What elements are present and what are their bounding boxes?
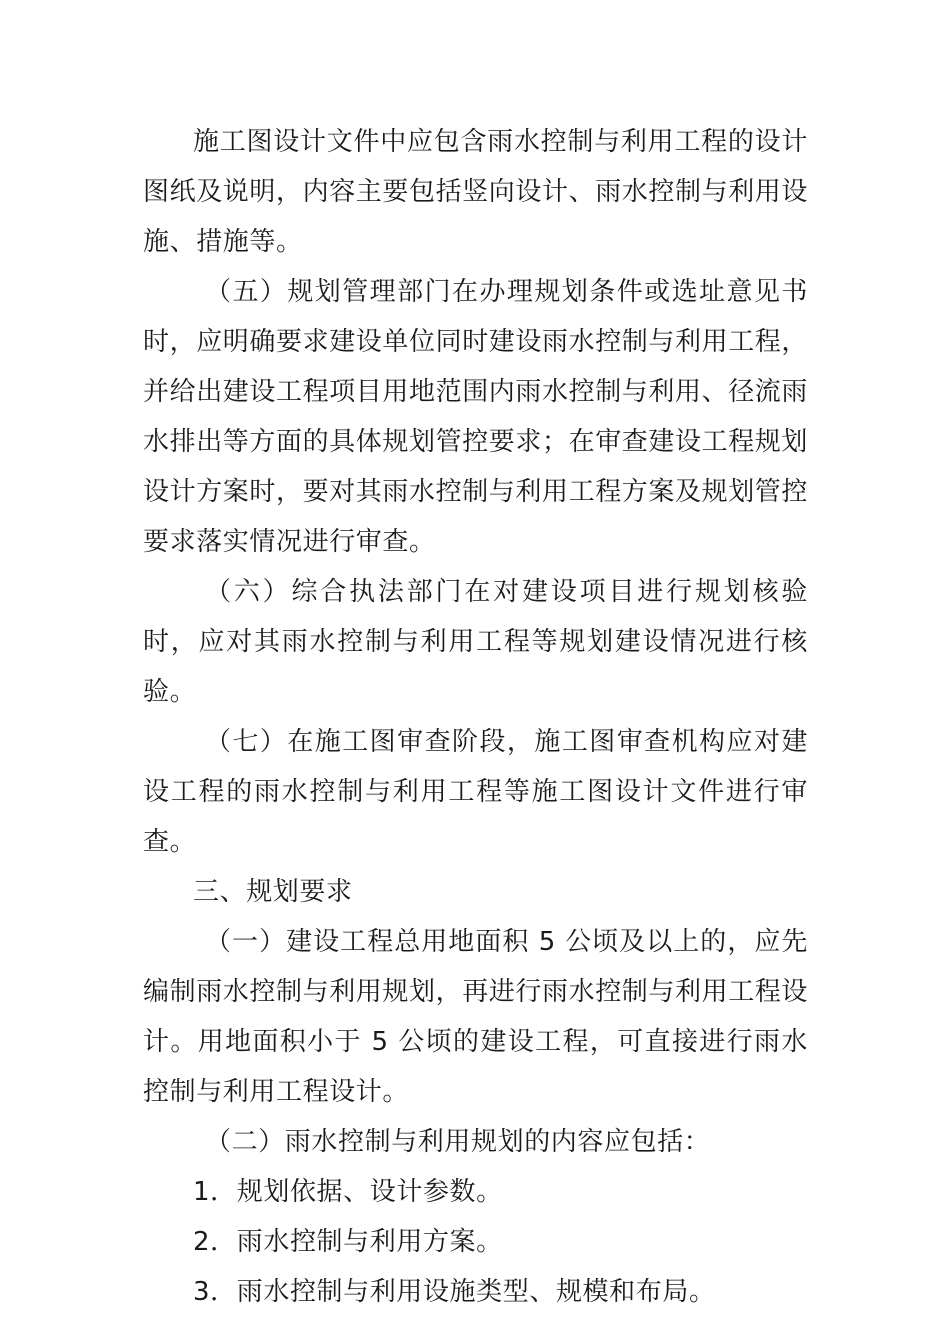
section-heading-planning-requirements: 三、规划要求	[193, 877, 353, 907]
paragraph-planning-department: （五）规划管理部门在办理规划条件或选址意见书时，应明确要求建设单位同时建设雨水控制与利用工程，并给出建设工程项目用地范围内雨水控制与利用、径流雨水排出等方面的具体规划管控要求；在审查建设工程规划设计方案时，要对其雨水控制与利用工程方案及规划管控要求落实情况进行审查。	[143, 277, 809, 557]
document-body	[143, 117, 808, 1317]
paragraph-drawing-review: （七）在施工图审查阶段，施工图审查机构应对建设工程的雨水控制与利用工程等施工图设计文件进行审查。	[143, 727, 808, 857]
list-item-2: 2．雨水控制与利用方案。	[193, 1227, 503, 1257]
list-item-1: 1．规划依据、设计参数。	[193, 1177, 503, 1207]
paragraph-design-documents: 施工图设计文件中应包含雨水控制与利用工程的设计图纸及说明，内容主要包括竖向设计、雨水控制与利用设施、措施等。	[143, 127, 809, 257]
paragraph-enforcement-department: （六）综合执法部门在对建设项目进行规划核验时，应对其雨水控制与利用工程等规划建设情况进行核验。	[143, 577, 808, 707]
list-item-3: 3．雨水控制与利用设施类型、规模和布局。	[193, 1277, 716, 1307]
paragraph-plan-contents: （二）雨水控制与利用规划的内容应包括：	[205, 1127, 711, 1157]
paragraph-site-area-requirement: （一）建设工程总用地面积 5 公顷及以上的，应先编制雨水控制与利用规划，再进行雨水控制与利用工程设计。用地面积小于 5 公顷的建设工程，可直接进行雨水控制与利用工程设计。	[143, 927, 809, 1107]
